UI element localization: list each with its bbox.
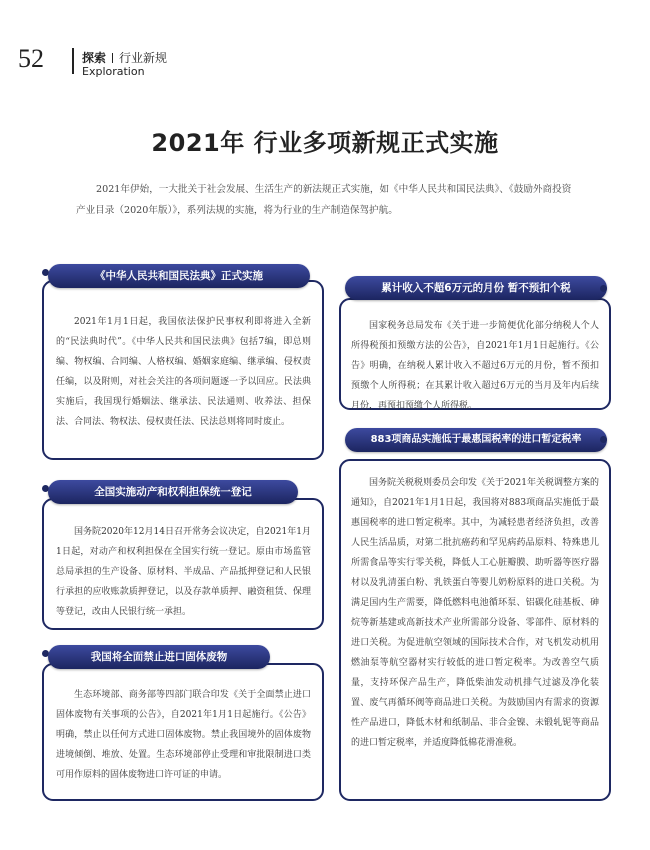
article-body-income-tax: 国家税务总局发布《关于进一步简便优化部分纳税人个人所得税预扣预缴方法的公告》，自2021年1月1日起施行。《公告》明确，在纳税人累计收入不超过6万元的月份，暂不预扣预缴个人所得税；在其累计收入超过6万元的当月及年内后续月份，再预扣预缴个人所得税。 — [351, 321, 599, 411]
section-name: 探索 — [82, 51, 107, 65]
article-box-income-tax — [339, 298, 611, 410]
article-box-civil-code — [42, 280, 324, 460]
section-name-en: Exploration — [82, 65, 145, 78]
page-title: 2021年 行业多项新规正式实施 — [151, 129, 499, 157]
section-header — [82, 49, 167, 66]
article-box-security-registration — [42, 498, 324, 630]
article-heading-security-registration: 全国实施动产和权利担保统一登记 — [48, 480, 298, 504]
pill-dot — [600, 285, 607, 292]
article-body-solid-waste: 生态环境部、商务部等四部门联合印发《关于全面禁止进口固体废物有关事项的公告》，自2021年1月1日起施行。《公告》明确，禁止以任何方式进口固体废物。禁止我国境外的固体废物进境倾倒、堆放、处置。生态环境部停止受理和审批限制进口类可用作原料的固体废物进口许可证的申请。 — [56, 690, 311, 780]
page-number: 52 — [18, 44, 44, 73]
article-body-civil-code: 2021年1月1日起，我国依法保护民事权利即将进入全新的“民法典时代”。《中华人民共和国民法典》包括7编，即总则编、物权编、合同编、人格权编、婚姻家庭编、继承编、侵权责任编，以及附则，对社会关注的各项问题逐一予以回应。民法典实施后，我国现行婚姻法、继承法、民法通则、收养法、担保法、合同法、物权法、侵权责任法、民法总则将同时废止。 — [56, 317, 311, 427]
article-body-security-registration: 国务院2020年12月14日召开常务会议决定，自2021年1月1日起，对动产和权利担保在全国实行统一登记。原由市场监管总局承担的生产设备、原材料、半成品、产品抵押登记和人民银行承担的应收账款质押登记，以及存款单质押、融资租赁、保理等登记，改由人民银行统一承担。 — [56, 527, 311, 617]
header-divider — [72, 48, 74, 74]
header-separator — [112, 53, 113, 63]
intro-paragraph: 2021年伊始，一大批关于社会发展、生活生产的新法规正式实施，如《中华人民共和国民法典》、《鼓励外商投资产业目录（2020年版）》，系列法规的实施，将为行业的生产制造保驾护航。 — [76, 184, 572, 216]
article-box-solid-waste — [42, 663, 324, 801]
article-heading-solid-waste: 我国将全面禁止进口固体废物 — [48, 645, 270, 669]
article-box-tariff — [339, 459, 611, 801]
article-body-tariff: 国务院关税税则委员会印发《关于2021年关税调整方案的通知》，自2021年1月1日起，我国将对883项商品实施低于最惠国税率的进口暂定税率。其中，为减轻患者经济负担，改善人民生活品质，对第二批抗癌药和罕见病药品原料、特殊患儿所需食品等实行零关税，降低人工心脏瓣膜、助听器等医疗器材以及乳清蛋白粉、乳铁蛋白等婴儿奶粉原料的进口关税。为满足国内生产需要，降低燃料电池循环泵、铝碳化硅基板、砷烷等新基建或高新技术产业所需部分设备、零部件、原材料的进口关税。为促进航空领域的国际技术合作，对飞机发动机用燃油泵等航空器材实行较低的进口暂定税率。为改善空气质量，支持环保产品生产，降低柴油发动机排气过滤及净化装置、废气再循环阀等商品进口关税。为鼓励国内有需求的资源性产品进口，降低木材和纸制品、非合金镍、未锻轧铌等商品的进口暂定税率，并适度降低棉花滑准税。 — [351, 478, 599, 748]
pill-dot — [600, 436, 607, 443]
article-heading-income-tax: 累计收入不超6万元的月份 暂不预扣个税 — [345, 276, 607, 300]
article-heading-civil-code: 《中华人民共和国民法典》正式实施 — [48, 264, 310, 288]
article-heading-tariff: 883项商品实施低于最惠国税率的进口暂定税率 — [345, 428, 607, 452]
subsection-name: 行业新规 — [119, 51, 168, 65]
